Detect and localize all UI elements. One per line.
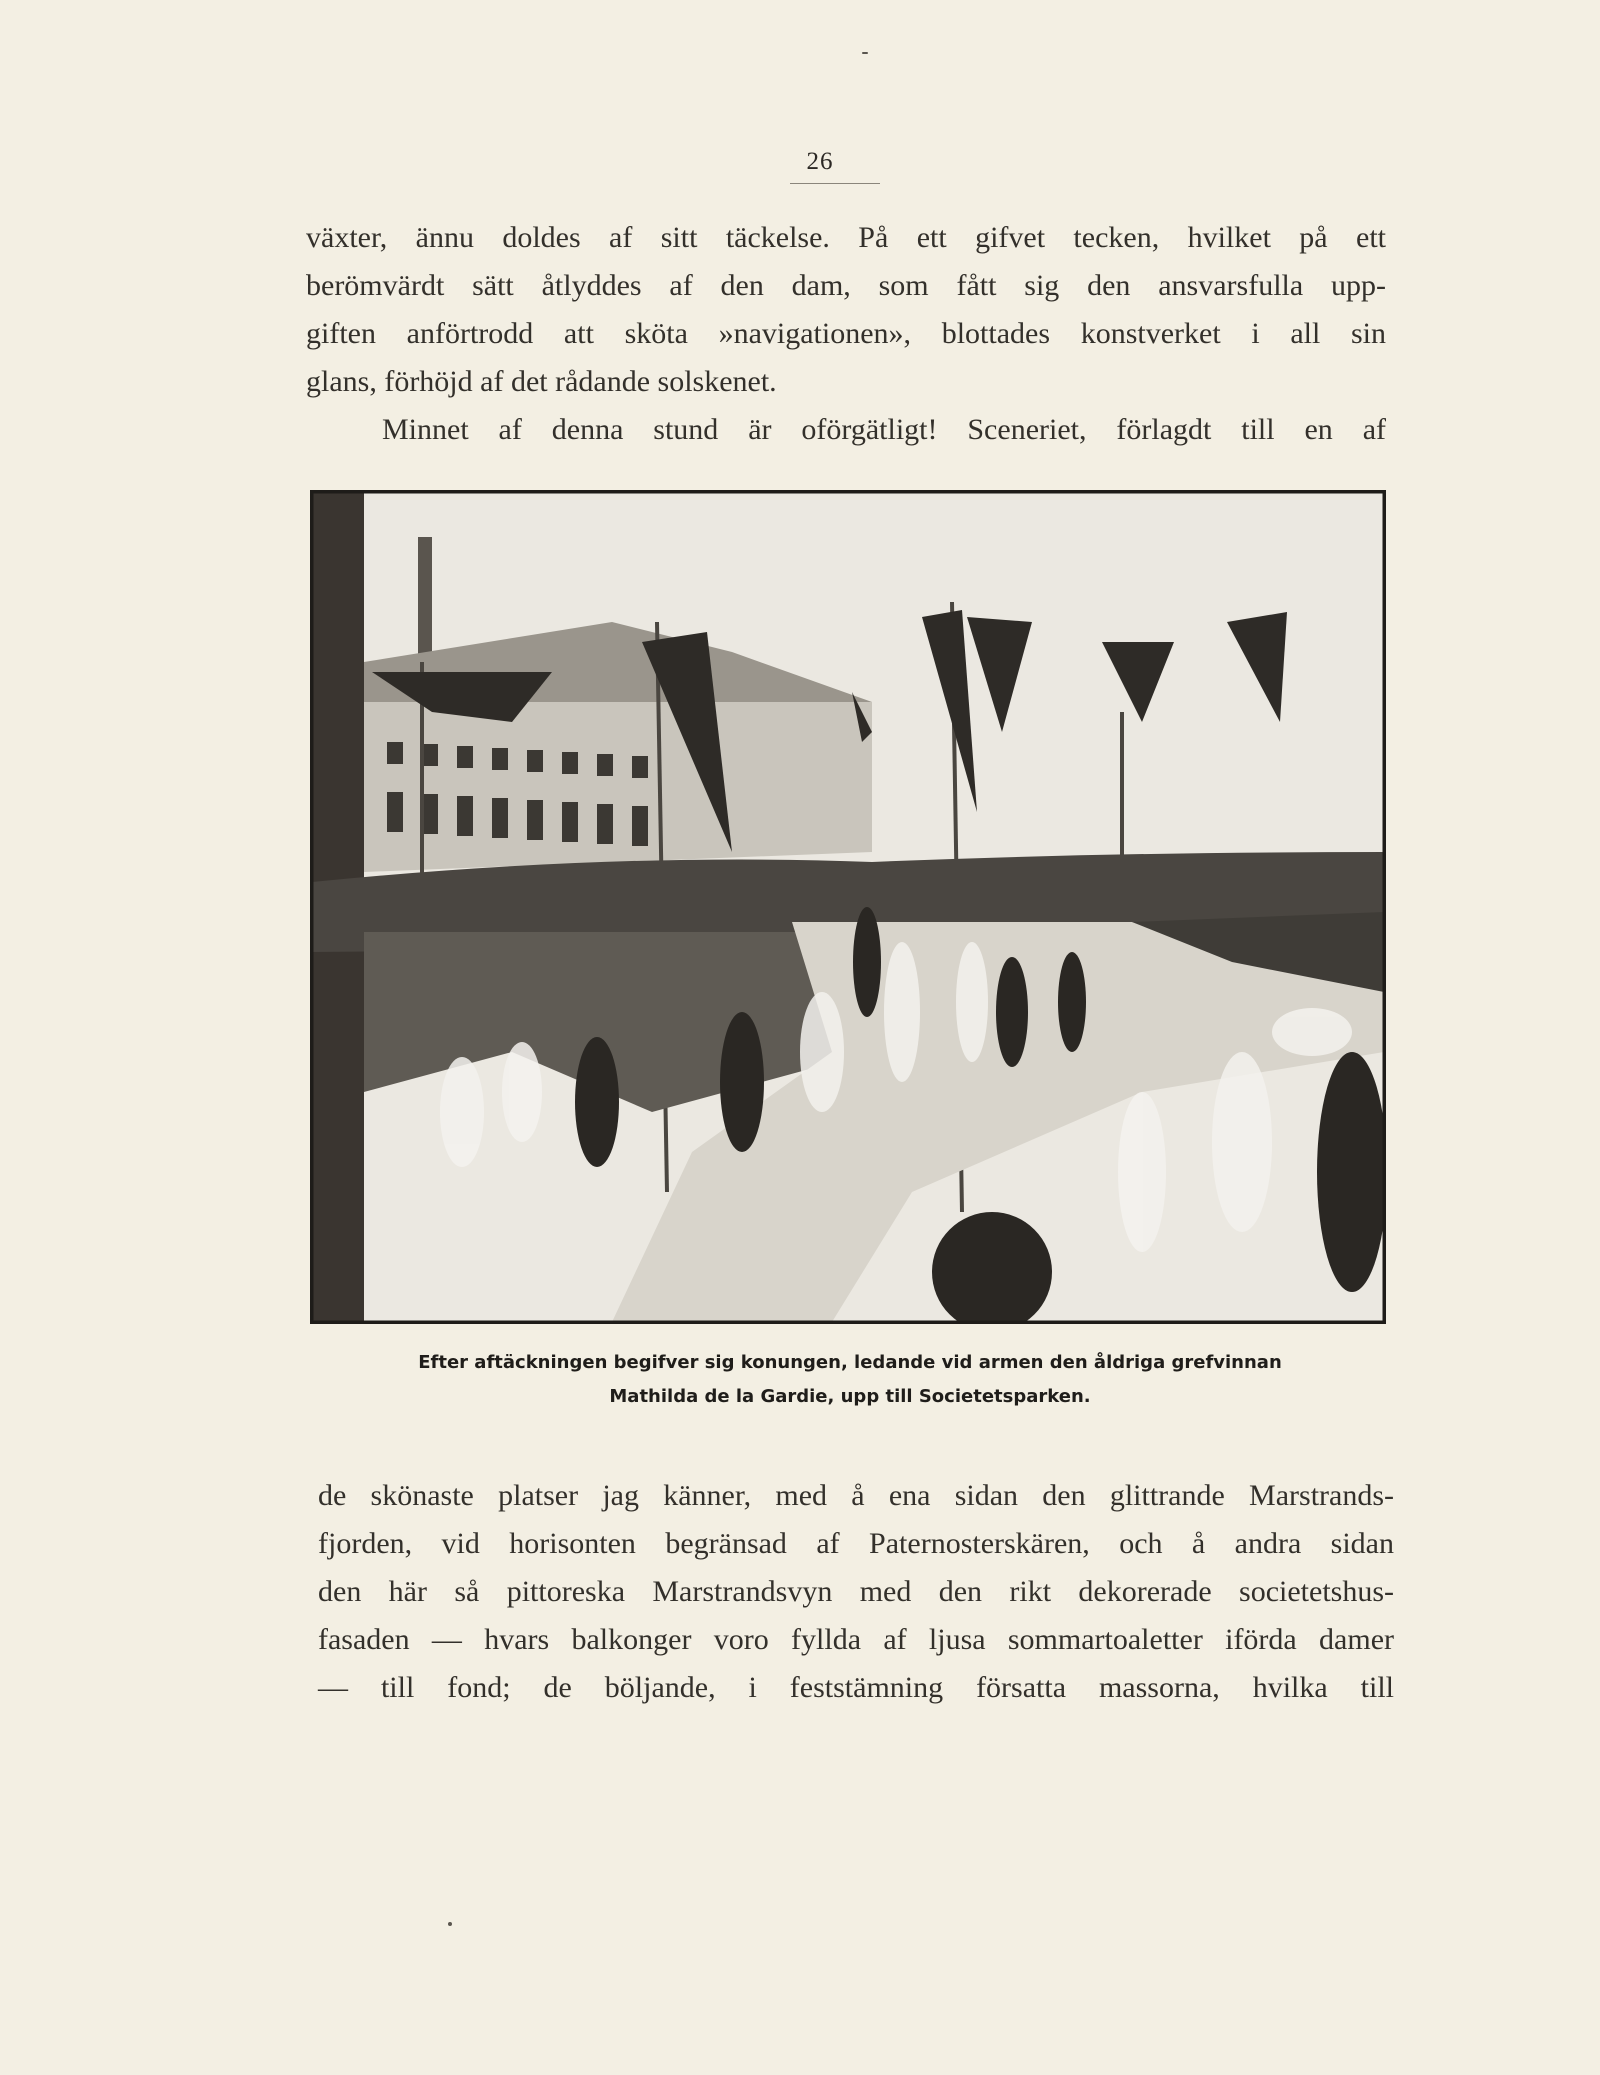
bottom-paragraph: [318, 1472, 1394, 1712]
text-line: glans, förhöjd af det rådande solskenet.: [306, 365, 777, 398]
caption-line: Efter aftäckningen begifver sig konungen, ledande vid armen den åldriga grefvinnan: [418, 1352, 1282, 1373]
text-line: fjorden, vid horisonten begränsad af Paternosterskären, och å andra sidan: [318, 1527, 1394, 1560]
text-line: Minnet af denna stund är oförgätligt! Sceneriet, förlagdt till en af: [382, 413, 1386, 446]
caption-line: Mathilda de la Gardie, upp till Societetsparken.: [609, 1386, 1091, 1407]
photo-illustration: [312, 492, 1384, 1322]
text-line: — till fond; de böljande, i feststämning försatta massorna, hvilka till: [318, 1671, 1394, 1704]
page-number-rule: [790, 183, 880, 184]
text-line: fasaden — hvars balkonger voro fyllda af ljusa sommartoaletter iförda damer: [318, 1623, 1394, 1656]
page-number: 26: [806, 148, 834, 175]
text-line: den här så pittoreska Marstrandsvyn med den rikt dekorerade societetshus-: [318, 1575, 1394, 1608]
text-line: växter, ännu doldes af sitt täckelse. På ett gifvet tecken, hvilket på ett: [306, 221, 1386, 254]
photograph-royal-procession: [310, 490, 1386, 1324]
text-line: giften anförtrodd att sköta »navigationen», blottades konstverket i all sin: [306, 317, 1386, 350]
speck: [448, 1922, 452, 1926]
text-line: de skönaste platser jag känner, med å ena sidan den glittrande Marstrands-: [318, 1479, 1394, 1512]
speck: [862, 52, 868, 54]
top-paragraph: [306, 214, 1386, 454]
figure-caption: [330, 1346, 1370, 1414]
text-line: berömvärdt sätt åtlyddes af den dam, som fått sig den ansvarsfulla upp-: [306, 269, 1386, 302]
